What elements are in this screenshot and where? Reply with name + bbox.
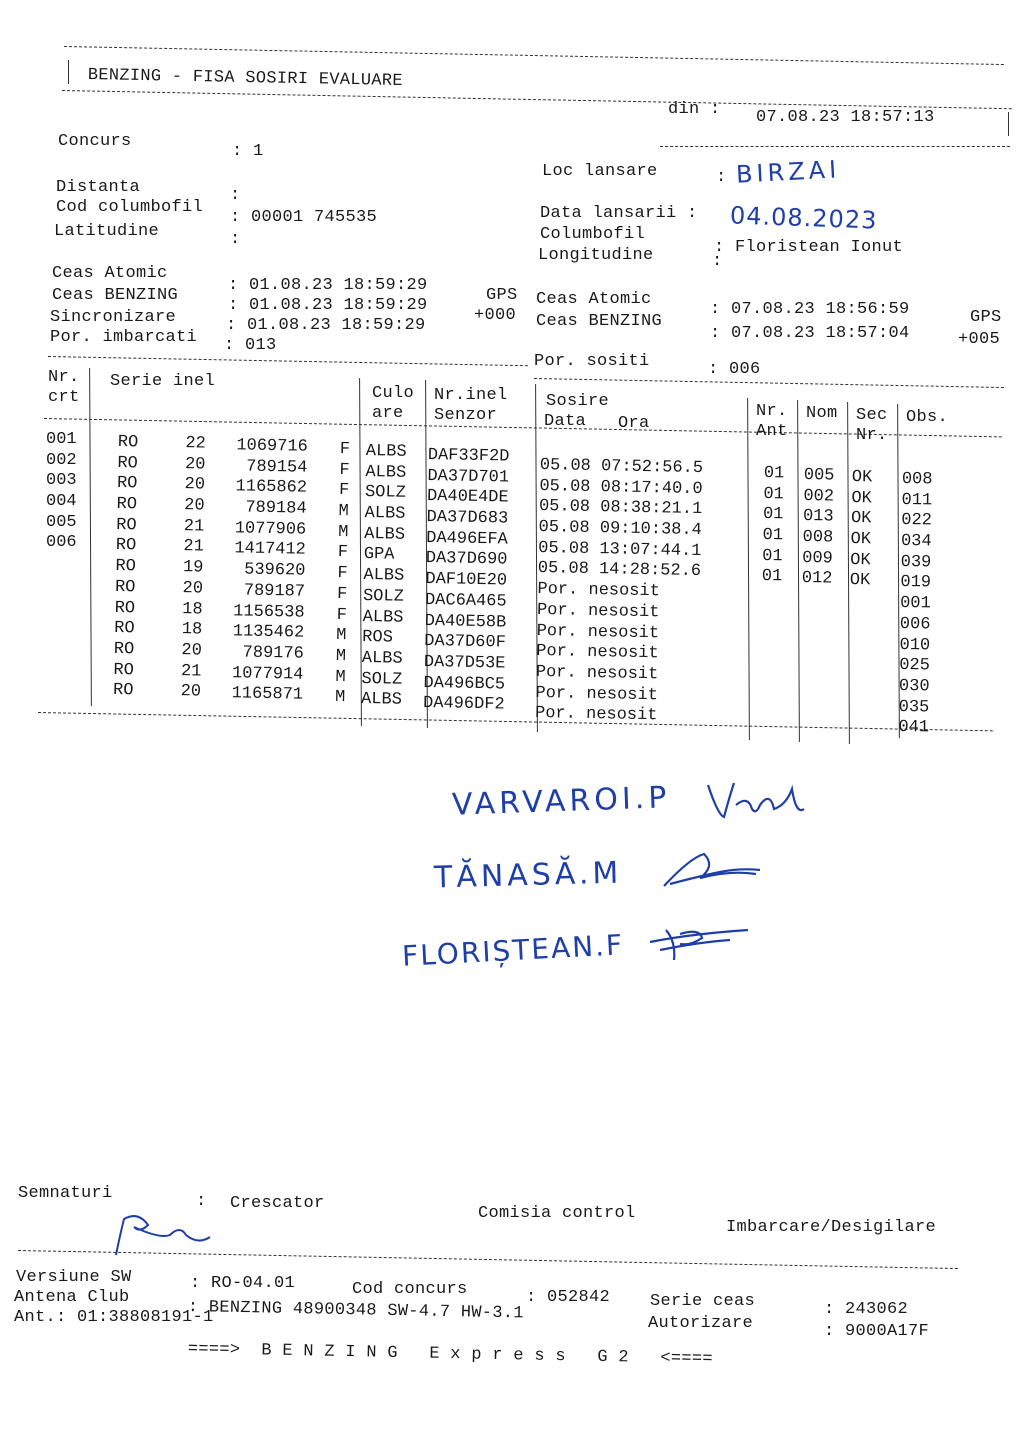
cell-arrival: 05.08 08:17:40.0 bbox=[539, 476, 703, 499]
loc-lansare-label: Loc lansare bbox=[542, 162, 658, 181]
por-sositi-value: : 006 bbox=[708, 360, 761, 379]
cell-crt: 006 bbox=[46, 533, 77, 553]
cell-ring: 539620 bbox=[244, 560, 306, 581]
cell-arrival: 05.08 08:38:21.1 bbox=[538, 497, 703, 520]
cell-nom: 012 bbox=[801, 569, 833, 590]
cell-country: RO bbox=[115, 536, 137, 556]
cell-ring: 1156538 bbox=[233, 601, 305, 623]
th-nom: Nom bbox=[806, 404, 838, 423]
cell-color: SOLZ bbox=[364, 483, 407, 504]
cell-sensor: DAF33F2D bbox=[427, 446, 510, 467]
cell-sex: M bbox=[338, 522, 349, 542]
longitudine-label: Longitudine bbox=[538, 246, 654, 265]
por-imbarcati-value: : 013 bbox=[224, 336, 277, 355]
latitudine-value: : bbox=[230, 230, 241, 249]
cell-arrival: Por. nesosit bbox=[534, 704, 658, 726]
serie-ceas-value: : 243062 bbox=[824, 1300, 909, 1319]
header-top-rule bbox=[64, 46, 1004, 65]
cell-ring: 789176 bbox=[242, 643, 305, 664]
col-sep-sosire bbox=[747, 398, 750, 740]
cell-color: ROS bbox=[362, 628, 394, 648]
table-top-rule-left bbox=[48, 356, 528, 366]
cell-year: 20 bbox=[180, 682, 202, 702]
concurs-label: Concurs bbox=[58, 132, 132, 151]
autorizare-value: : 9000A17F bbox=[824, 1322, 930, 1341]
cell-crt: 004 bbox=[46, 492, 77, 512]
cell-color: GPA bbox=[363, 545, 395, 566]
cell-ring: 1069716 bbox=[236, 436, 308, 457]
latitudine-label: Latitudine bbox=[54, 222, 160, 241]
cell-year: 20 bbox=[184, 496, 205, 516]
cell-obs: 035 bbox=[898, 697, 930, 717]
cell-obs: 022 bbox=[901, 511, 933, 531]
ceas-atomic-value-start: : 01.08.23 18:59:29 bbox=[228, 276, 428, 295]
cod-columbofil-label: Cod columbofil bbox=[56, 198, 204, 217]
cell-country: RO bbox=[112, 681, 134, 701]
cell-country: RO bbox=[117, 433, 139, 453]
comisia-control-label: Comisia control bbox=[478, 1204, 636, 1223]
cell-color: ALBS bbox=[360, 690, 403, 710]
cell-year: 18 bbox=[182, 599, 203, 620]
cell-sec: OK bbox=[850, 550, 871, 571]
cell-crt: 002 bbox=[46, 450, 77, 470]
cell-country: RO bbox=[113, 660, 135, 680]
cell-sex: M bbox=[334, 688, 346, 708]
sincronizare-extra: +000 bbox=[474, 306, 517, 325]
th-sec-nr: Nr. bbox=[856, 426, 888, 445]
cell-crt: 003 bbox=[46, 471, 77, 491]
cell-arrival: Por. nesosit bbox=[536, 621, 660, 643]
cell-sec: OK bbox=[850, 530, 872, 550]
distanta-label: Distanta bbox=[56, 178, 141, 197]
cell-ant: 01 bbox=[763, 484, 785, 505]
col-sep-ant bbox=[797, 400, 800, 742]
distanta-value: : bbox=[230, 186, 241, 205]
cell-obs: 011 bbox=[901, 490, 933, 511]
data-lansarii-value: 04.08.2023 bbox=[729, 201, 878, 235]
cell-sex: F bbox=[336, 605, 348, 625]
por-imbarcati-label: Por. imbarcati bbox=[50, 328, 198, 347]
th-ant: Ant bbox=[756, 422, 788, 441]
imbarcare-desigilare-label: Imbarcare/Desigilare bbox=[726, 1218, 937, 1237]
cell-nom: 002 bbox=[803, 486, 835, 507]
cod-concurs-label: Cod concurs bbox=[352, 1280, 468, 1299]
cell-sec: OK bbox=[851, 488, 873, 509]
antena-club-label: Antena Club bbox=[14, 1288, 130, 1307]
cell-year: 22 bbox=[185, 434, 206, 454]
col-color bbox=[361, 442, 407, 712]
cell-country: RO bbox=[115, 557, 137, 577]
cell-obs: 008 bbox=[901, 470, 933, 490]
cell-obs: 041 bbox=[898, 718, 930, 738]
ceas-benzing-extra-start: GPS bbox=[486, 286, 518, 305]
cell-year: 20 bbox=[184, 475, 206, 495]
cell-year: 21 bbox=[180, 661, 202, 682]
cell-sensor: DA37D60F bbox=[424, 632, 507, 653]
brand-line: ====> B E N Z I N G E x p r e s s G 2 <==== bbox=[187, 1340, 713, 1370]
cell-color: ALBS bbox=[363, 566, 405, 586]
cell-sensor: DAC6A465 bbox=[424, 590, 507, 612]
cell-sensor: DAF10E20 bbox=[425, 570, 508, 591]
ceas-atomic-value-arrival: : 07.08.23 18:56:59 bbox=[710, 300, 910, 319]
header-bottom-rule bbox=[660, 146, 1010, 147]
cell-arrival: 05.08 09:10:38.4 bbox=[538, 518, 703, 541]
cell-country: RO bbox=[113, 639, 135, 660]
signature-scribble-floristean bbox=[640, 920, 755, 970]
cell-year: 20 bbox=[184, 454, 206, 475]
cell-sex: M bbox=[335, 667, 346, 687]
crescator-label: Crescator bbox=[230, 1194, 325, 1213]
cell-sensor: DA37D701 bbox=[427, 466, 510, 488]
col-sec bbox=[850, 468, 873, 592]
cell-nom: 013 bbox=[802, 507, 834, 527]
cell-year: 20 bbox=[182, 578, 204, 599]
handwritten-name-floristean: FLORIȘTEAN.F bbox=[401, 928, 625, 973]
cell-sensor: DA40E58B bbox=[424, 611, 507, 633]
antena-club-value: : BENZING 48900348 SW-4.7 HW-3.1 bbox=[187, 1298, 525, 1324]
ceas-benzing-label-start: Ceas BENZING bbox=[52, 286, 179, 305]
cell-ant: 01 bbox=[761, 567, 783, 587]
cell-sex: F bbox=[337, 543, 349, 563]
cell-color: SOLZ bbox=[362, 586, 405, 607]
cell-ring: 1165862 bbox=[235, 477, 308, 499]
th-sosire: Sosire bbox=[546, 392, 610, 411]
cell-nom: 008 bbox=[802, 528, 834, 548]
autorizare-label: Autorizare bbox=[648, 1314, 754, 1333]
cell-obs: 019 bbox=[900, 573, 932, 593]
data-lansarii-label: Data lansarii : bbox=[540, 204, 698, 223]
col-obs bbox=[898, 470, 932, 739]
cell-year: 19 bbox=[182, 558, 204, 578]
cell-sex: F bbox=[336, 584, 348, 604]
col-ring bbox=[213, 436, 308, 707]
cell-sensor: DA496BC5 bbox=[423, 673, 506, 695]
cell-sensor: DA496EFA bbox=[426, 528, 509, 550]
th-serie-inel: Serie inel bbox=[110, 372, 216, 391]
cell-ant: 01 bbox=[762, 546, 783, 567]
cell-obs: 039 bbox=[900, 552, 932, 573]
header-right-border bbox=[1008, 112, 1009, 136]
cell-sex: F bbox=[338, 481, 350, 501]
cell-sex: F bbox=[337, 564, 348, 584]
cell-ant: 01 bbox=[763, 464, 785, 484]
cell-nom: 005 bbox=[803, 466, 835, 486]
th-sec: Sec bbox=[856, 406, 888, 425]
cell-color: ALBS bbox=[364, 504, 406, 524]
cell-obs: 001 bbox=[900, 594, 931, 614]
ceas-atomic-label-arrival: Ceas Atomic bbox=[536, 290, 652, 309]
cell-sex: F bbox=[339, 440, 351, 460]
cell-sec: OK bbox=[849, 571, 871, 591]
columbofil-value: : Floristean Ionut bbox=[714, 238, 904, 257]
ceas-benzing-value-start: : 01.08.23 18:59:29 bbox=[228, 296, 428, 315]
loc-lansare-colon: : bbox=[716, 168, 727, 187]
ant-line: Ant.: 01:38808191-1 bbox=[14, 1308, 214, 1327]
cell-country: RO bbox=[117, 453, 139, 474]
longitudine-value: : bbox=[712, 252, 723, 271]
sincronizare-label: Sincronizare bbox=[50, 308, 177, 327]
din-timestamp: 07.08.23 18:57:13 bbox=[756, 108, 935, 127]
cell-color: ALBS bbox=[361, 648, 403, 669]
cell-arrival: 05.08 13:07:44.1 bbox=[538, 538, 702, 561]
cell-sex: M bbox=[336, 626, 347, 646]
cell-ring: 1165871 bbox=[231, 684, 304, 705]
col-sex bbox=[335, 440, 350, 709]
cell-arrival: Por. nesosit bbox=[535, 683, 659, 705]
cell-ring: 789154 bbox=[246, 457, 308, 478]
handwritten-name-tanasa: TĂNASĂ.M bbox=[433, 855, 623, 896]
page-title: BENZING - FISA SOSIRI EVALUARE bbox=[87, 66, 404, 92]
semnaturi-label: Semnaturi bbox=[18, 1184, 113, 1203]
cell-crt: 001 bbox=[46, 430, 77, 449]
col-crt bbox=[46, 430, 77, 554]
cell-obs: 025 bbox=[899, 656, 931, 676]
cell-ring: 1135462 bbox=[232, 622, 305, 643]
cell-sex: M bbox=[335, 646, 347, 667]
header-left-border bbox=[68, 60, 69, 84]
cell-arrival: Por. nesosit bbox=[536, 600, 660, 623]
versiune-sw-label: Versiune SW bbox=[16, 1268, 132, 1287]
cell-ant: 01 bbox=[762, 526, 784, 546]
col-country bbox=[113, 433, 139, 702]
din-label: din : bbox=[668, 100, 721, 119]
signature-scribble-tanasa bbox=[660, 848, 770, 898]
cell-country: RO bbox=[116, 474, 138, 494]
col-year bbox=[171, 434, 206, 703]
header-middle-rule bbox=[62, 90, 1012, 109]
ceas-benzing-value-arrival: : 07.08.23 18:57:04 bbox=[710, 324, 910, 343]
ceas-atomic-extra-arrival: GPS bbox=[970, 308, 1002, 327]
sincronizare-value: : 01.08.23 18:59:29 bbox=[226, 316, 426, 335]
cod-concurs-value: : 052842 bbox=[526, 1288, 611, 1307]
loc-lansare-value: BIRZAI bbox=[735, 155, 841, 189]
cell-year: 18 bbox=[181, 620, 203, 640]
cell-obs: 034 bbox=[900, 532, 932, 552]
cell-nom: 009 bbox=[802, 548, 834, 569]
cell-color: ALBS bbox=[362, 607, 404, 628]
por-sositi-label: Por. sositi bbox=[534, 352, 650, 371]
concurs-value: : 1 bbox=[232, 142, 264, 161]
cell-ring: 789184 bbox=[245, 498, 307, 519]
cell-country: RO bbox=[114, 619, 135, 639]
ceas-benzing-extra-arrival: +005 bbox=[958, 330, 1001, 349]
cell-year: 21 bbox=[183, 537, 205, 557]
columbofil-label: Columbofil bbox=[540, 225, 646, 244]
th-culo: Culo bbox=[372, 384, 415, 403]
th-data: Data bbox=[544, 412, 587, 431]
th-nr: Nr. bbox=[48, 368, 80, 387]
th-ora: Ora bbox=[618, 414, 650, 433]
handwritten-name-varvaroi: VARVAROI.P bbox=[451, 780, 671, 823]
cell-year: 21 bbox=[183, 516, 205, 537]
th-nr-ant: Nr. bbox=[756, 402, 788, 421]
col-arrival bbox=[535, 456, 703, 728]
versiune-sw-value: : RO-04.01 bbox=[190, 1274, 296, 1293]
cell-country: RO bbox=[116, 495, 138, 515]
cell-ring: 789187 bbox=[243, 581, 306, 602]
th-nr-inel: Nr.inel bbox=[434, 386, 508, 405]
table-top-rule-right bbox=[534, 378, 1004, 388]
cell-country: RO bbox=[116, 515, 137, 536]
cell-ring: 1077914 bbox=[231, 663, 304, 685]
cell-ant: 01 bbox=[762, 505, 784, 525]
cell-sec: OK bbox=[851, 468, 873, 488]
cell-obs: 006 bbox=[899, 614, 931, 635]
cell-obs: 010 bbox=[899, 635, 931, 655]
cell-sensor: DA40E4DE bbox=[426, 487, 509, 508]
th-are: are bbox=[372, 404, 404, 423]
ceas-atomic-label-start: Ceas Atomic bbox=[52, 264, 168, 283]
cell-sensor: DA37D53E bbox=[423, 652, 506, 674]
th-obs: Obs. bbox=[906, 408, 949, 427]
th-crt: crt bbox=[48, 388, 80, 407]
cell-sensor: DA496DF2 bbox=[422, 694, 505, 715]
cell-sensor: DA37D690 bbox=[425, 549, 508, 570]
cell-ring: 1417412 bbox=[234, 539, 306, 561]
cell-color: ALBS bbox=[364, 524, 406, 545]
col-ant bbox=[762, 464, 785, 588]
cell-obs: 030 bbox=[898, 676, 930, 697]
cell-ring: 1077906 bbox=[234, 519, 307, 540]
cell-arrival: Por. nesosit bbox=[536, 642, 659, 664]
cell-sensor: DA37D683 bbox=[426, 508, 509, 529]
th-senzor: Senzor bbox=[434, 406, 498, 425]
cell-arrival: Por. nesosit bbox=[537, 580, 661, 602]
cell-color: ALBS bbox=[365, 442, 407, 462]
col-nom bbox=[802, 466, 835, 591]
cell-arrival: 05.08 07:52:56.5 bbox=[539, 456, 704, 479]
cell-color: ALBS bbox=[365, 462, 407, 483]
cell-sec: OK bbox=[850, 509, 872, 529]
ceas-benzing-label-arrival: Ceas BENZING bbox=[536, 312, 663, 331]
semnaturi-colon: : bbox=[196, 1192, 207, 1211]
cell-sex: F bbox=[339, 460, 350, 480]
col-sensor bbox=[423, 446, 510, 716]
signature-scribble-varvaroi bbox=[700, 775, 810, 825]
cell-sex: M bbox=[338, 502, 350, 522]
cell-year: 20 bbox=[181, 641, 203, 661]
cell-crt: 005 bbox=[46, 512, 77, 532]
cod-columbofil-value: : 00001 745535 bbox=[230, 208, 378, 227]
cell-country: RO bbox=[114, 598, 136, 618]
cell-arrival: Por. nesosit bbox=[535, 662, 659, 685]
cell-country: RO bbox=[114, 577, 136, 598]
cell-color: SOLZ bbox=[361, 669, 403, 690]
serie-ceas-label: Serie ceas bbox=[650, 1292, 756, 1311]
cell-arrival: 05.08 14:28:52.6 bbox=[537, 559, 702, 582]
